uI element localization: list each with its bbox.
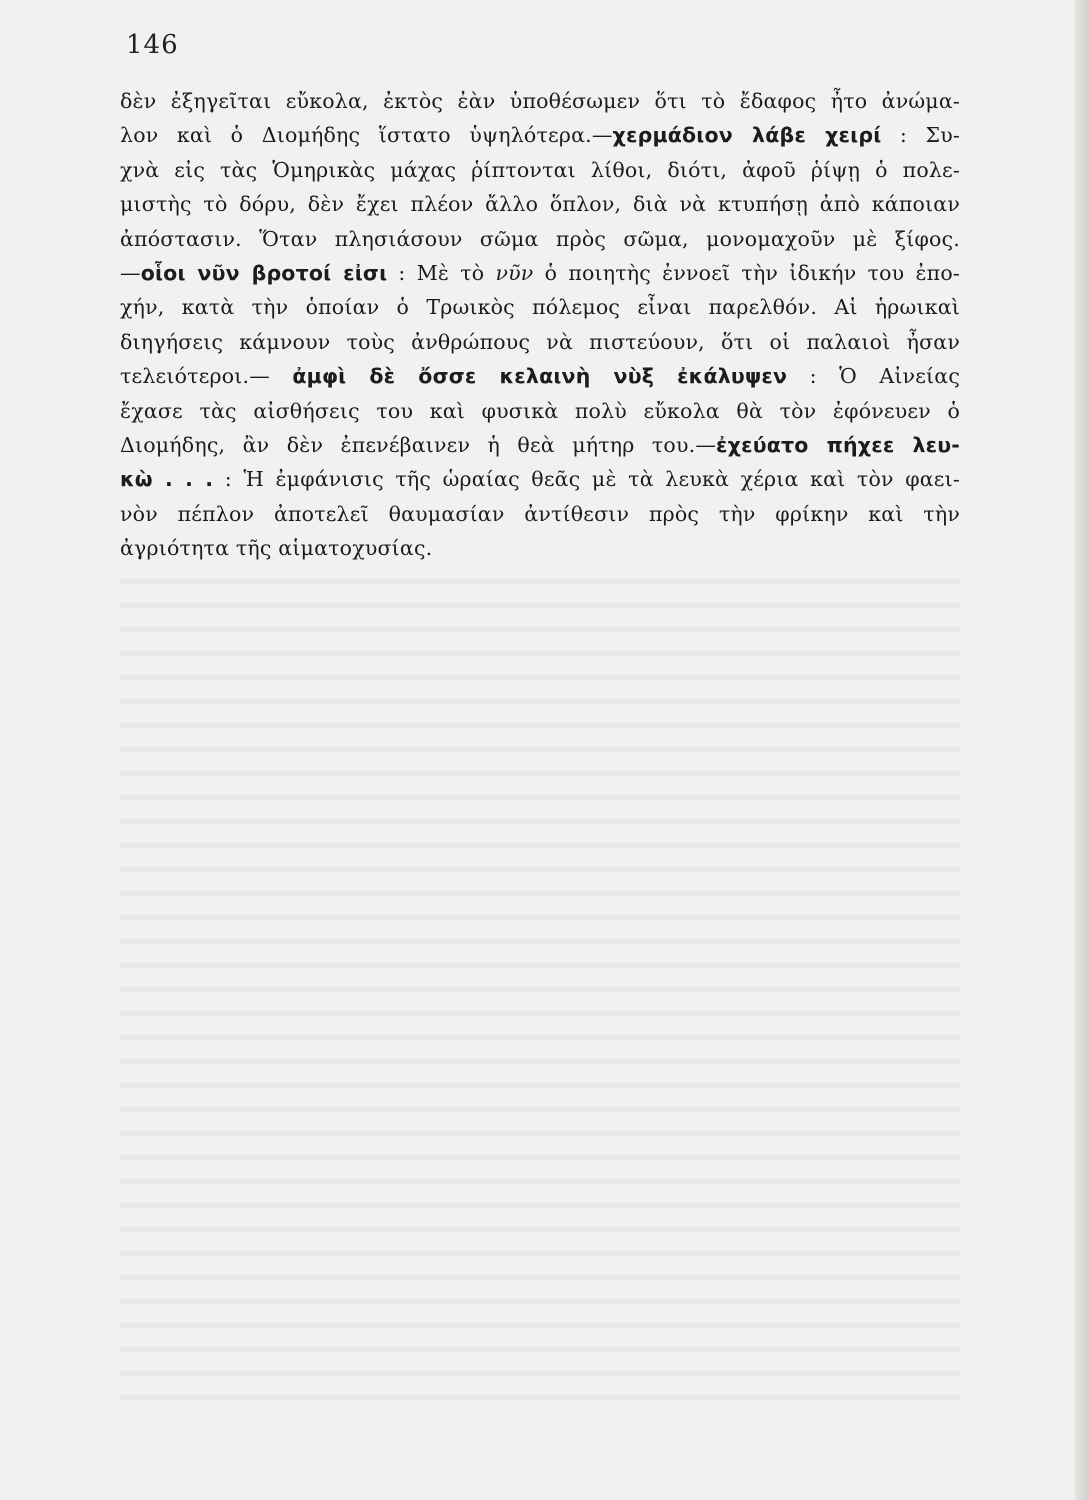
text-line <box>120 325 960 359</box>
text-line <box>120 428 960 462</box>
text-line <box>120 462 960 496</box>
text-run: : Μὲ τὸ <box>387 261 496 286</box>
text-line <box>120 222 960 256</box>
text-run: ἀπόστασιν. Ὅταν πλησιάσουν σῶμα πρὸς σῶμα, μονομαχοῦν μὲ ξίφος. <box>120 226 960 251</box>
text-run: διηγήσεις κάμνουν τοὺς ἀνθρώπους νὰ πιστεύουν, ὅτι οἱ παλαιοὶ ἦσαν <box>120 329 960 354</box>
text-run: : Ἡ ἐμφάνισις τῆς ὡραίας θεᾶς μὲ τὰ λευκὰ χέρια καὶ τὸν φαει- <box>213 467 960 492</box>
text-run: λον καὶ ὁ Διομήδης ἵστατο ὑψηλότερα.— <box>120 123 613 148</box>
text-run: — <box>120 261 141 286</box>
page-number: 146 <box>126 30 179 60</box>
text-line <box>120 394 960 428</box>
text-run: ἔχασε τὰς αἰσθήσεις του καὶ φυσικὰ πολὺ εὔκολα θὰ τὸν ἐφόνευεν ὁ <box>120 398 960 423</box>
lemma-quote: κὼ . . . <box>120 467 214 492</box>
text-line <box>120 187 960 221</box>
text-run: τελειότεροι.— <box>120 364 293 389</box>
text-run: χήν, κατὰ τὴν ὁποίαν ὁ Τρωικὸς πόλεμος εἶναι παρελθόν. Αἱ ἡρωικαὶ <box>120 295 960 320</box>
text-run: Διομήδης, ἂν δὲν ἐπενέβαινεν ἡ θεὰ μήτηρ του.— <box>120 433 717 458</box>
text-run: ἀγριότητα τῆς αἱματοχυσίας. <box>120 536 433 561</box>
lemma-quote: χερμάδιον λάβε χειρί <box>612 123 882 148</box>
text-run: : Συ- <box>881 123 960 148</box>
text-run: δὲν ἐξηγεῖται εὔκολα, ἐκτὸς ἐὰν ὑποθέσωμεν ὅτι τὸ ἔδαφος ἦτο ἀνώμα- <box>120 89 960 113</box>
text-run: χνὰ εἰς τὰς Ὁμηρικὰς μάχας ῥίπτονται λίθοι, διότι, ἀφοῦ ῥίψῃ ὁ πολε- <box>120 157 960 182</box>
text-run: μιστὴς τὸ δόρυ, δὲν ἔχει πλέον ἄλλο ὅπλον, διὰ νὰ κτυπήσῃ ἀπὸ κάποιαν <box>120 192 960 217</box>
show-through-text <box>120 560 960 1400</box>
text-run: νὸν πέπλον ἀποτελεῖ θαυμασίαν ἀντίθεσιν πρὸς τὴν φρίκην καὶ τὴν <box>120 501 960 526</box>
italic-word: νῦν <box>495 261 534 286</box>
text-line <box>120 256 960 290</box>
commentary-text <box>120 84 960 566</box>
text-run: : Ὁ Αἰνείας <box>787 364 961 389</box>
text-line <box>120 153 960 187</box>
lemma-quote: οἷοι νῦν βροτοί εἰσι <box>140 261 388 286</box>
lemma-quote: ἐχεύατο πήχεε λευ- <box>716 433 960 458</box>
text-run: ὁ ποιητὴς ἐννοεῖ τὴν ἰδικήν του ἐπο- <box>533 261 961 286</box>
text-line <box>120 359 960 393</box>
text-line <box>120 497 960 531</box>
text-line <box>120 84 960 118</box>
page-edge <box>1075 0 1089 1500</box>
text-line <box>120 290 960 324</box>
text-line <box>120 118 960 152</box>
lemma-quote: ἀμφὶ δὲ ὄσσε κελαινὴ νὺξ ἐκάλυψεν <box>292 364 788 389</box>
